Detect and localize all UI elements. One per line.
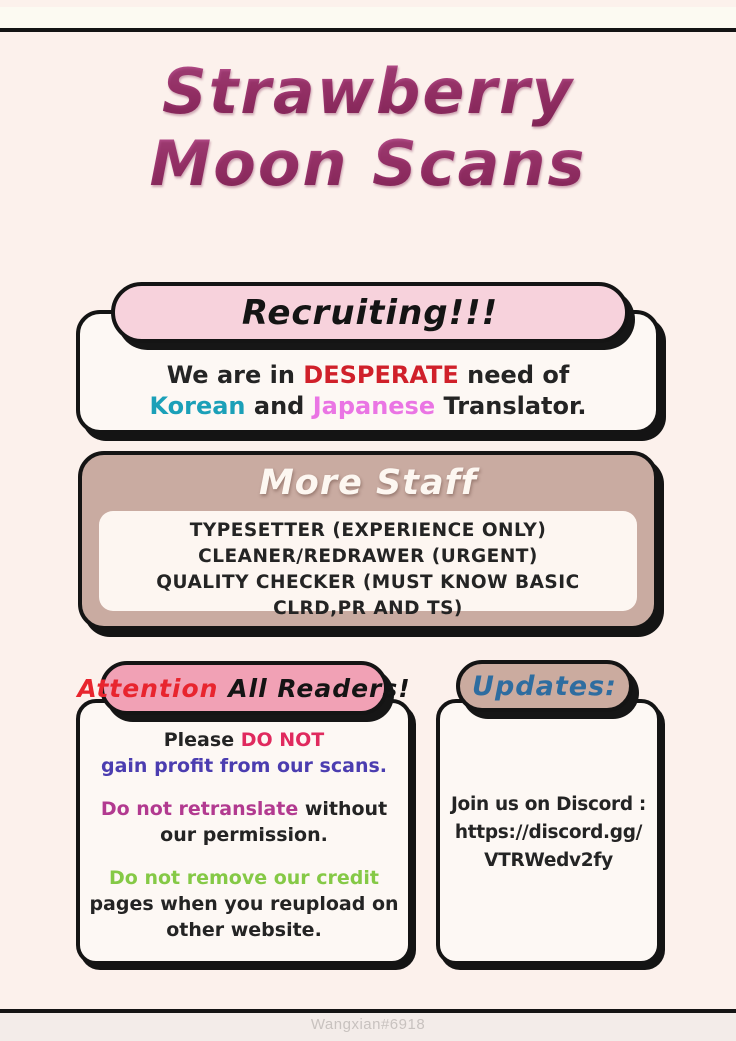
attention-rule3-line3: other website.: [166, 919, 322, 941]
recruiting-desperate-highlight: DESPERATE: [303, 361, 459, 389]
spacer: [80, 779, 408, 796]
updates-discord-code: VTRWedv2fy: [484, 850, 613, 871]
updates-discord-url: https://discord.gg/: [454, 822, 643, 843]
attention-rule2-line2: our permission.: [160, 824, 328, 846]
attention-rules: [80, 727, 408, 943]
attention-rule2-plain: without: [298, 798, 388, 820]
attention-banner-black-words: All Readers!: [218, 673, 411, 703]
recruiting-banner-label: Recruiting!!!: [241, 292, 499, 333]
attention-rule3-line2: pages when you reupload on: [89, 893, 399, 915]
more-staff-card: [78, 451, 658, 630]
attention-rule1-line2: gain profit from our scans.: [101, 755, 387, 777]
attention-do-not-highlight: DO NOT: [240, 729, 325, 751]
recruiting-text-plain: We are in: [166, 361, 304, 389]
spacer: [80, 848, 408, 865]
top-border-band: [0, 7, 736, 28]
top-divider-line: [0, 28, 736, 32]
attention-banner-red-word: Attention: [77, 673, 219, 703]
updates-banner-label: Updates:: [472, 670, 617, 702]
more-staff-banner-label: More Staff: [258, 463, 478, 503]
attention-rule3-line1: Do not remove our credit: [109, 867, 379, 889]
staff-role-quality-checker: QUALITY CHECKER (MUST KNOW BASIC: [156, 572, 580, 593]
recruiting-banner: [111, 282, 629, 343]
more-staff-roles-panel: [99, 511, 637, 619]
staff-role-cleaner: CLEANER/REDRAWER (URGENT): [198, 546, 538, 567]
group-logo: [0, 56, 736, 200]
recruiting-text-plain: need of: [458, 361, 570, 389]
attention-card: [76, 699, 412, 965]
attention-rule1-line1: [80, 727, 408, 753]
updates-line-discord: Join us on Discord :: [450, 794, 647, 815]
staff-role-quality-checker-cont: CLRD,PR AND TS): [273, 598, 463, 619]
recruiting-japanese-highlight: Japanese: [312, 392, 436, 420]
recruiting-korean-highlight: Korean: [149, 392, 246, 420]
updates-card: [436, 699, 661, 965]
updates-text: [440, 791, 657, 875]
staff-role-typesetter: TYPESETTER (EXPERIENCE ONLY): [189, 520, 547, 541]
recruiting-text-plain: and: [245, 392, 313, 420]
attention-retranslate-highlight: Do not retranslate: [100, 798, 299, 820]
logo-line-1: Strawberry: [0, 56, 736, 128]
attention-banner: [77, 661, 411, 715]
attention-banner-label: [77, 674, 410, 703]
recruiting-text-plain: Translator.: [435, 392, 587, 420]
credit-discord-tag: Wangxian#6918: [310, 1016, 426, 1033]
updates-banner: [456, 660, 633, 712]
attention-rule1-plain: Please: [163, 729, 241, 751]
logo-line-2: Moon Scans: [0, 128, 736, 200]
attention-rule2-line1: [80, 796, 408, 822]
